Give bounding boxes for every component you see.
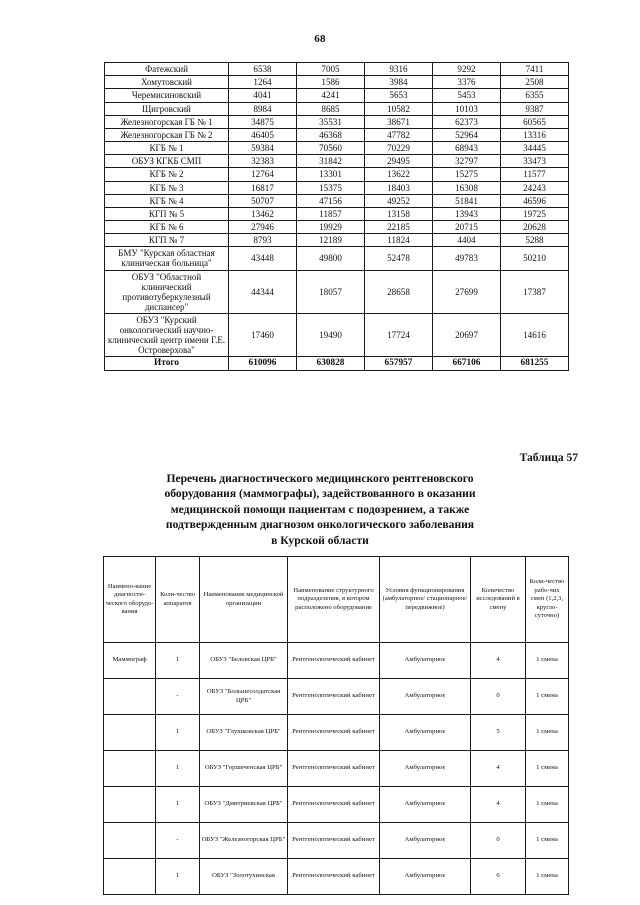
table-row <box>105 194 569 207</box>
cell-value: 49783 <box>433 247 501 270</box>
cell-value: 18403 <box>365 181 433 194</box>
cell-value: 10582 <box>365 102 433 115</box>
cell-organization: ОБУЗ "Дмитриевская ЦРБ" <box>200 787 288 823</box>
cell-conditions: Амбулаторное <box>380 643 471 679</box>
cell-value: 3984 <box>365 76 433 89</box>
cell-count: 1 <box>156 787 200 823</box>
cell-value: 17387 <box>501 270 569 313</box>
cell-organization: ОБУЗ "Железногорская ЦРБ" <box>200 823 288 859</box>
cell-value: 610096 <box>229 357 297 370</box>
cell-unit: Рентгенологический кабинет <box>288 751 380 787</box>
cell-value: 13622 <box>365 168 433 181</box>
cell-value: 34875 <box>229 115 297 128</box>
cell-value: 52964 <box>433 128 501 141</box>
column-header-conditions: Условия функционирования (амбулаторное/ стационарное/ передвижное) <box>380 557 471 643</box>
cell-value: 19929 <box>297 221 365 234</box>
cell-value: 44344 <box>229 270 297 313</box>
cell-studies: 6 <box>471 859 526 895</box>
row-label: Щигровский <box>105 102 229 115</box>
cell-value: 38671 <box>365 115 433 128</box>
table-label: Таблица 57 <box>519 452 578 464</box>
cell-count: - <box>156 823 200 859</box>
statistics-table-body <box>105 63 569 371</box>
cell-conditions: Амбулаторное <box>380 787 471 823</box>
cell-value: 27946 <box>229 221 297 234</box>
cell-value: 14616 <box>501 313 569 356</box>
cell-value: 17724 <box>365 313 433 356</box>
cell-value: 34445 <box>501 142 569 155</box>
cell-conditions: Амбулаторное <box>380 751 471 787</box>
cell-count: 1 <box>156 643 200 679</box>
table-row <box>105 155 569 168</box>
cell-value: 43448 <box>229 247 297 270</box>
cell-value: 51841 <box>433 194 501 207</box>
cell-value: 2508 <box>501 76 569 89</box>
cell-value: 657957 <box>365 357 433 370</box>
cell-organization: ОБУЗ "Глушковская ЦРБ" <box>200 715 288 751</box>
title-line: подтвержденным диагнозом онкологического заболевания <box>165 518 475 532</box>
cell-value: 9387 <box>501 102 569 115</box>
cell-value: 29495 <box>365 155 433 168</box>
cell-value: 20697 <box>433 313 501 356</box>
row-label: БМУ "Курская областная клиническая больница" <box>105 247 229 270</box>
column-header-shifts: Коли-чество рабо-чих смен (1,2,3, кругло-суточно) <box>526 557 569 643</box>
table-row <box>104 787 569 823</box>
cell-value: 28658 <box>365 270 433 313</box>
cell-count: 1 <box>156 715 200 751</box>
cell-shifts: 1 смена <box>526 823 569 859</box>
table-row <box>104 679 569 715</box>
table-row <box>105 313 569 356</box>
cell-value: 20628 <box>501 221 569 234</box>
cell-shifts: 1 смена <box>526 859 569 895</box>
cell-value: 13301 <box>297 168 365 181</box>
cell-value: 1264 <box>229 76 297 89</box>
row-label: КГБ № 6 <box>105 221 229 234</box>
cell-value: 35531 <box>297 115 365 128</box>
row-label: Железногорская ГБ № 1 <box>105 115 229 128</box>
cell-equipment: Маммограф <box>104 643 156 679</box>
row-label: КГБ № 1 <box>105 142 229 155</box>
cell-organization: ОБУЗ "Горшеченская ЦРБ" <box>200 751 288 787</box>
cell-count: - <box>156 679 200 715</box>
cell-value: 13462 <box>229 207 297 220</box>
cell-equipment <box>104 715 156 751</box>
cell-value: 50707 <box>229 194 297 207</box>
row-label: Итого <box>105 357 229 370</box>
cell-shifts: 1 смена <box>526 715 569 751</box>
cell-conditions: Амбулаторное <box>380 679 471 715</box>
cell-value: 60565 <box>501 115 569 128</box>
title-line: медицинской помощи пациентам с подозрением, а также <box>170 502 470 516</box>
cell-value: 11824 <box>365 234 433 247</box>
cell-value: 47156 <box>297 194 365 207</box>
cell-studies: 0 <box>471 679 526 715</box>
row-label: ОБУЗ "Курский онкологический научно-клинический центр имени Г.Е. Островерхова" <box>105 313 229 356</box>
table-row <box>105 115 569 128</box>
cell-value: 18057 <box>297 270 365 313</box>
cell-equipment <box>104 859 156 895</box>
row-label: ОБУЗ "Областной клинический противотуберкулезный диспансер" <box>105 270 229 313</box>
page-number: 68 <box>314 33 326 45</box>
cell-value: 5653 <box>365 89 433 102</box>
table-row <box>105 63 569 76</box>
cell-value: 10103 <box>433 102 501 115</box>
table-row <box>105 234 569 247</box>
cell-value: 9292 <box>433 63 501 76</box>
cell-value: 11857 <box>297 207 365 220</box>
row-label: КГБ № 2 <box>105 168 229 181</box>
cell-shifts: 1 смена <box>526 787 569 823</box>
cell-value: 9316 <box>365 63 433 76</box>
equipment-table-container <box>103 556 568 895</box>
cell-value: 8793 <box>229 234 297 247</box>
statistics-table-container <box>104 62 568 371</box>
cell-value: 4241 <box>297 89 365 102</box>
row-label: Фатежский <box>105 63 229 76</box>
table-row <box>105 89 569 102</box>
table-row <box>104 751 569 787</box>
statistics-table <box>104 62 569 371</box>
cell-value: 4404 <box>433 234 501 247</box>
cell-value: 11577 <box>501 168 569 181</box>
table-row <box>105 221 569 234</box>
cell-value: 19490 <box>297 313 365 356</box>
cell-value: 59384 <box>229 142 297 155</box>
cell-value: 62373 <box>433 115 501 128</box>
column-header-count: Коли-чество аппаратов <box>156 557 200 643</box>
table-row <box>105 76 569 89</box>
cell-organization: ОБУЗ "Золотухинская <box>200 859 288 895</box>
cell-value: 50210 <box>501 247 569 270</box>
table-row <box>104 859 569 895</box>
equipment-table-head <box>104 557 569 643</box>
row-label: Хомутовский <box>105 76 229 89</box>
cell-value: 667106 <box>433 357 501 370</box>
cell-shifts: 1 смена <box>526 751 569 787</box>
cell-value: 46405 <box>229 128 297 141</box>
cell-value: 5288 <box>501 234 569 247</box>
cell-studies: 4 <box>471 787 526 823</box>
cell-conditions: Амбулаторное <box>380 715 471 751</box>
cell-value: 33473 <box>501 155 569 168</box>
cell-value: 8685 <box>297 102 365 115</box>
cell-value: 16308 <box>433 181 501 194</box>
cell-value: 32797 <box>433 155 501 168</box>
cell-studies: 0 <box>471 823 526 859</box>
row-label: Черемисиновский <box>105 89 229 102</box>
cell-value: 15375 <box>297 181 365 194</box>
row-label: ОБУЗ КГКБ СМП <box>105 155 229 168</box>
cell-value: 7411 <box>501 63 569 76</box>
cell-count: 1 <box>156 751 200 787</box>
cell-studies: 5 <box>471 715 526 751</box>
table-row <box>105 102 569 115</box>
cell-value: 68943 <box>433 142 501 155</box>
cell-value: 22185 <box>365 221 433 234</box>
cell-value: 16817 <box>229 181 297 194</box>
table-row <box>105 247 569 270</box>
column-header-organization: Наименование медицинской организации <box>200 557 288 643</box>
cell-unit: Рентгенологический кабинет <box>288 643 380 679</box>
cell-value: 7005 <box>297 63 365 76</box>
cell-value: 13158 <box>365 207 433 220</box>
cell-value: 13316 <box>501 128 569 141</box>
cell-count: 1 <box>156 859 200 895</box>
cell-value: 681255 <box>501 357 569 370</box>
cell-studies: 4 <box>471 751 526 787</box>
cell-organization: ОБУЗ "Большесолдатская ЦРБ" <box>200 679 288 715</box>
cell-value: 24243 <box>501 181 569 194</box>
table-row <box>104 715 569 751</box>
cell-value: 32383 <box>229 155 297 168</box>
cell-unit: Рентгенологический кабинет <box>288 715 380 751</box>
cell-unit: Рентгенологический кабинет <box>288 679 380 715</box>
row-label: Железногорская ГБ № 2 <box>105 128 229 141</box>
title-line: Перечень диагностического медицинского рентгеновского <box>166 472 474 485</box>
cell-value: 1586 <box>297 76 365 89</box>
table-row <box>104 823 569 859</box>
table-row <box>105 168 569 181</box>
cell-value: 630828 <box>297 357 365 370</box>
cell-value: 4041 <box>229 89 297 102</box>
cell-unit: Рентгенологический кабинет <box>288 787 380 823</box>
cell-value: 8984 <box>229 102 297 115</box>
cell-value: 17460 <box>229 313 297 356</box>
cell-value: 49252 <box>365 194 433 207</box>
cell-conditions: Амбулаторное <box>380 823 471 859</box>
cell-value: 31842 <box>297 155 365 168</box>
row-label: КГП № 7 <box>105 234 229 247</box>
row-label: КГБ № 4 <box>105 194 229 207</box>
cell-unit: Рентгенологический кабинет <box>288 823 380 859</box>
title-line: оборудования (маммографы), задействованного в оказании <box>164 487 476 501</box>
column-header-equipment: Наимено-вание диагности-ческого оборудо-вания <box>104 557 156 643</box>
cell-equipment <box>104 787 156 823</box>
table-row <box>105 207 569 220</box>
cell-equipment <box>104 751 156 787</box>
table-row <box>104 643 569 679</box>
cell-value: 19725 <box>501 207 569 220</box>
cell-value: 46368 <box>297 128 365 141</box>
table-row <box>105 181 569 194</box>
cell-value: 70229 <box>365 142 433 155</box>
page-title <box>103 471 537 548</box>
table-row <box>105 128 569 141</box>
cell-value: 70560 <box>297 142 365 155</box>
cell-value: 27699 <box>433 270 501 313</box>
table-row <box>105 357 569 370</box>
equipment-table <box>103 556 569 895</box>
cell-value: 47782 <box>365 128 433 141</box>
column-header-studies: Количество исследований в смену <box>471 557 526 643</box>
title-line: в Курской области <box>271 533 369 547</box>
column-header-unit: Наименование структурного подразделения, в котором расположено оборудование <box>288 557 380 643</box>
cell-value: 49800 <box>297 247 365 270</box>
cell-value: 3376 <box>433 76 501 89</box>
cell-conditions: Амбулаторное <box>380 859 471 895</box>
cell-value: 15275 <box>433 168 501 181</box>
equipment-table-body <box>104 643 569 895</box>
cell-value: 12764 <box>229 168 297 181</box>
cell-value: 20715 <box>433 221 501 234</box>
cell-value: 5453 <box>433 89 501 102</box>
cell-value: 6355 <box>501 89 569 102</box>
cell-equipment <box>104 823 156 859</box>
table-row <box>105 270 569 313</box>
row-label: КГБ № 3 <box>105 181 229 194</box>
cell-organization: ОБУЗ "Беловская ЦРБ" <box>200 643 288 679</box>
cell-value: 6538 <box>229 63 297 76</box>
row-label: КГП № 5 <box>105 207 229 220</box>
equipment-table-header-row <box>104 557 569 643</box>
table-row <box>105 142 569 155</box>
cell-value: 12189 <box>297 234 365 247</box>
cell-value: 52478 <box>365 247 433 270</box>
cell-unit: Рентгенологический кабинет <box>288 859 380 895</box>
cell-value: 46596 <box>501 194 569 207</box>
cell-shifts: 1 смена <box>526 679 569 715</box>
cell-value: 13943 <box>433 207 501 220</box>
cell-equipment <box>104 679 156 715</box>
cell-shifts: 1 смена <box>526 643 569 679</box>
cell-studies: 4 <box>471 643 526 679</box>
